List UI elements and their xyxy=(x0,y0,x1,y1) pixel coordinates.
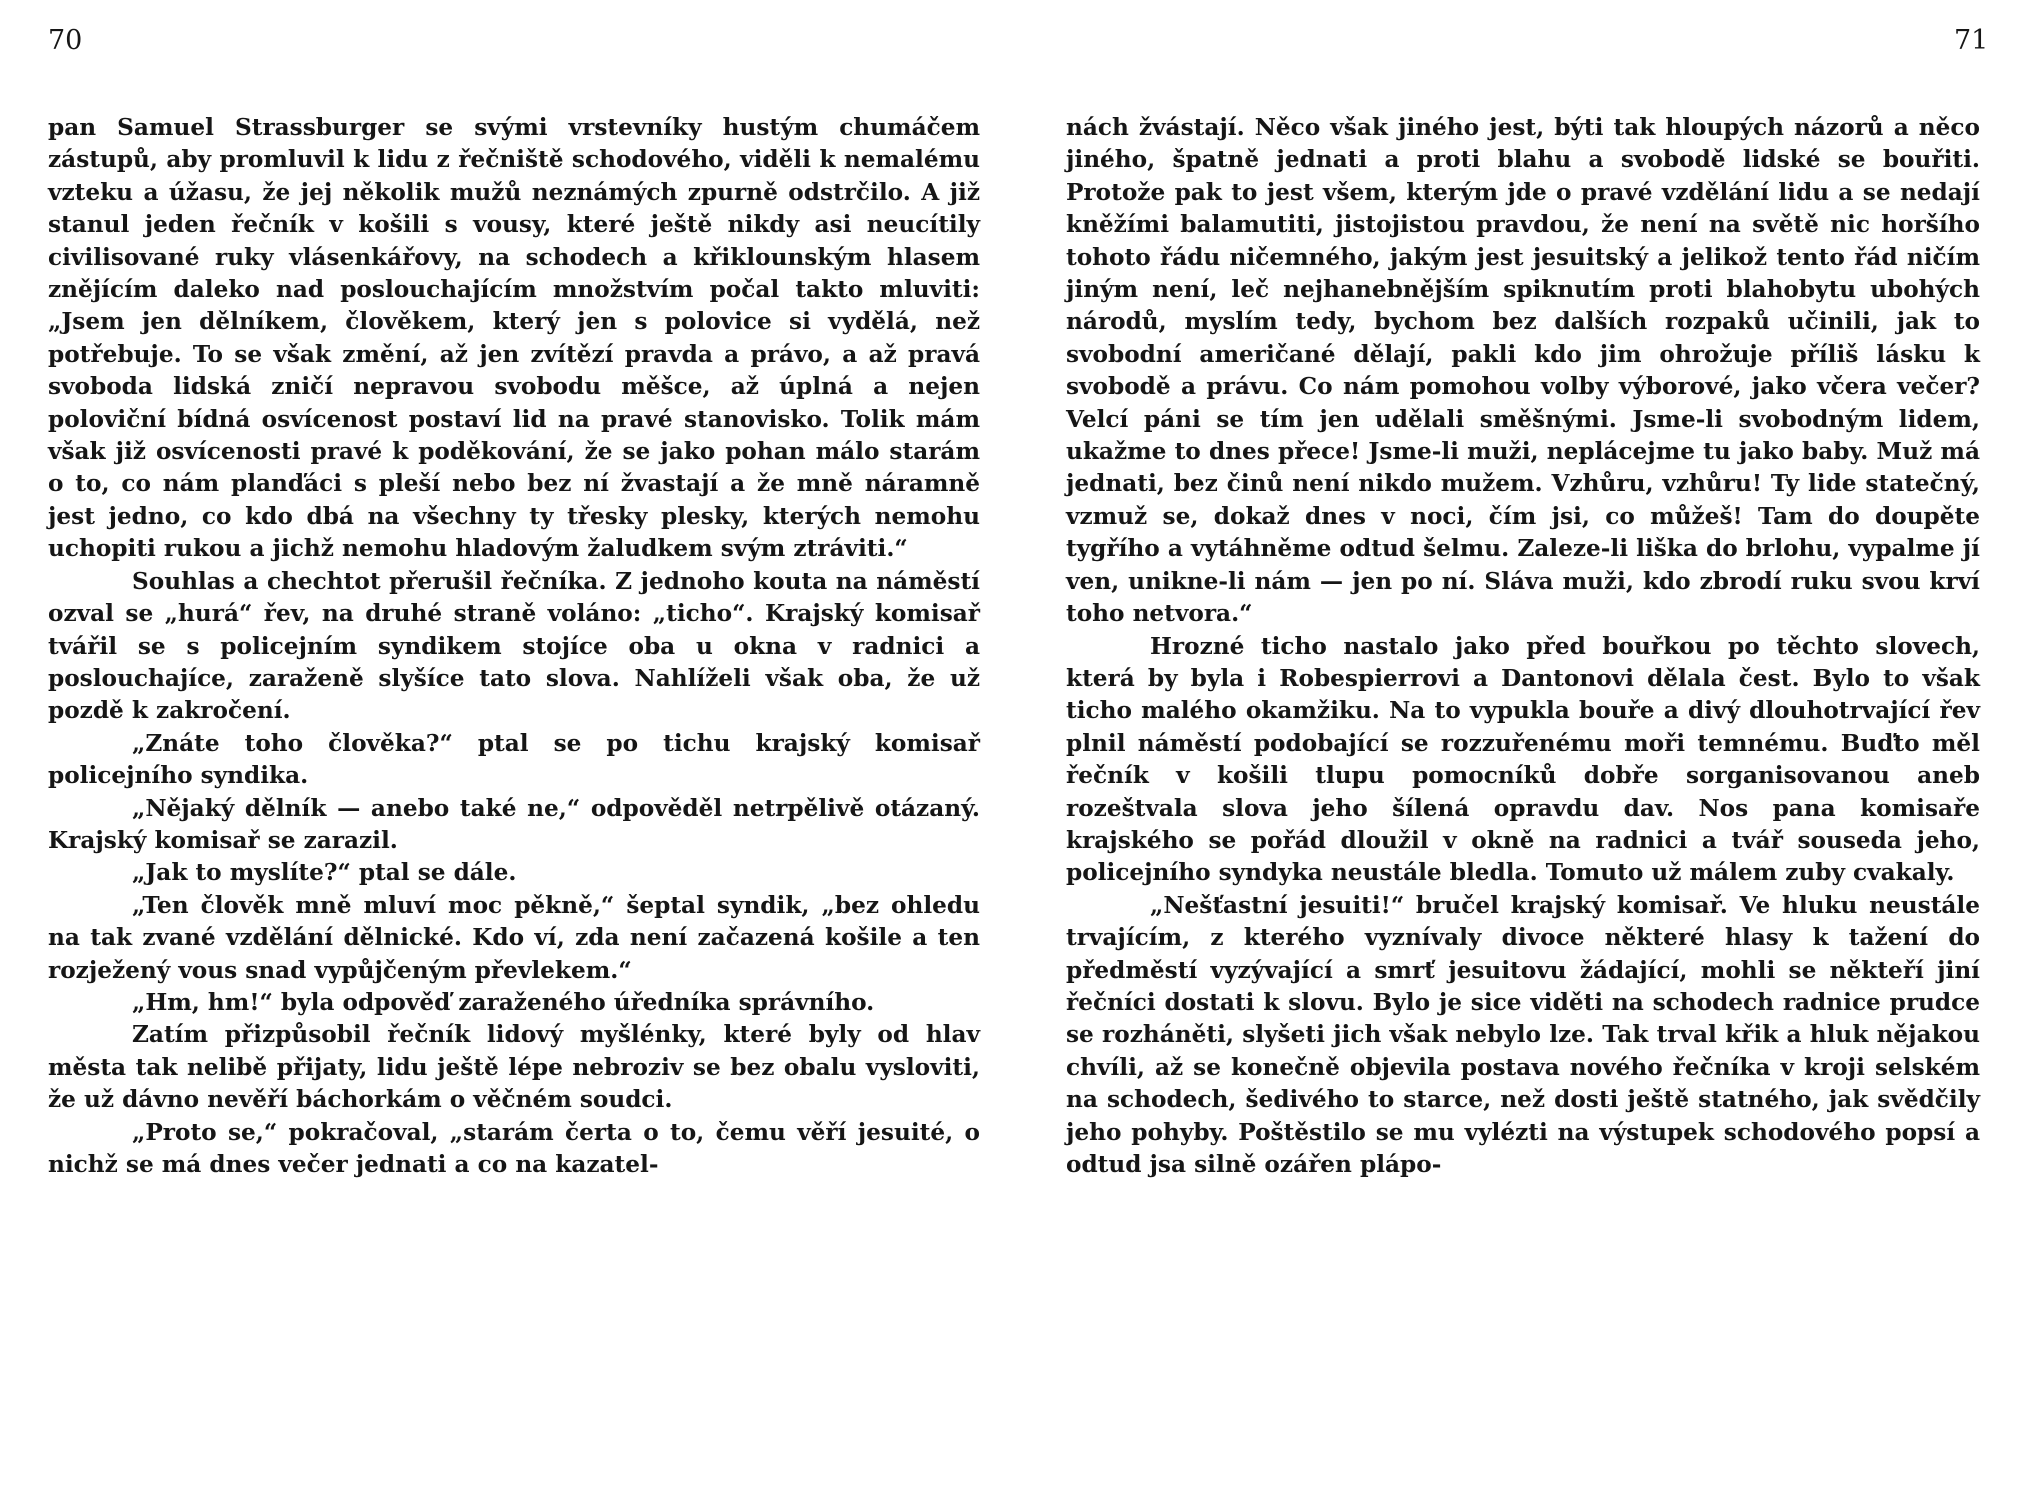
paragraph: Souhlas a chechtot přerušil řečníka. Z jednoho kouta na náměstí ozval se „hurá“ řev, na druhé straně voláno: „ticho“. Krajský komisař tvářil se s policejním syndikem stojíce oba u okna v radnici a poslouchajíce, zaraženě slyšíce tato slova. Nahlíželi však oba, že už pozdě k zakročení. xyxy=(48,567,980,725)
paragraph: pan Samuel Strassburger se svými vrstevníky hustým chumáčem zástupů, aby promluvil k lidu z řečniště schodového, viděli k nemalému vzteku a úžasu, že jej několik mužů neznámých zpurně odstrčilo. A již stanul jeden řečník v košili s vousy, které ještě nikdy asi neucítily civilisované ruky vlásenkářovy, na schodech a křiklounským hlasem znějícím daleko nad poslouchajícím množstvím počal takto mluviti: „Jsem jen dělníkem, člověkem, který jen s polovice si vydělá, než potřebuje. To se však změní, až jen zvítězí pravda a právo, a až pravá svoboda lidská zničí nepravou svobodu měšce, až úplná a nejen poloviční bídná osvícenost postaví lid na pravé stanovisko. Tolik mám však již osvícenosti pravé k poděkování, že se jako pohan málo starám o to, co nám planďáci s pleší nebo bez ní žvastají a že mně náramně jest jedno, co kdo dbá na všechny ty třesky plesky, kterých nemohu uchopiti rukou a jichž nemohu hladovým žaludkem svým ztráviti.“ xyxy=(48,114,980,563)
left-page-text-column xyxy=(48,112,980,1181)
paragraph: „Znáte toho člověka?“ ptal se po tichu krajský komisař policejního syndika. xyxy=(48,729,980,790)
paragraph: „Proto se,“ pokračoval, „starám čerta o to, čemu věří jesuité, o nichž se má dnes večer jednati a co na kazatel- xyxy=(48,1118,980,1178)
paragraph: Zatím přizpůsobil řečník lidový myšlénky, které byly od hlav města tak nelibě přijaty, lidu ještě lépe nebroziv se bez obalu vysloviti, že už dávno nevěří báchorkám o věčném soudci. xyxy=(48,1021,980,1114)
page-number-left: 70 xyxy=(48,25,83,56)
page-number-right: 71 xyxy=(1954,25,1989,56)
paragraph: „Hm, hm!“ byla odpověď zaraženého úředníka správního. xyxy=(132,988,875,1016)
paragraph: „Ten člověk mně mluví moc pěkně,“ šeptal syndik, „bez ohledu na tak zvané vzdělání dělnické. Kdo ví, zda není začazená košile a ten rozježený vous snad vypůjčeným převlekem.“ xyxy=(48,891,980,984)
right-page-text-column xyxy=(1066,112,1980,1181)
paragraph: nách žvástají. Něco však jiného jest, býti tak hloupých názorů a něco jiného, špatně jednati a proti blahu a svobodě lidské se bouřiti. Protože pak to jest všem, kterým jde o pravé vzdělání lidu a se nedají kněžími balamutiti, jistojistou pravdou, že není na světě nic horšího tohoto řádu ničemného, jakým jest jesuitský a jelikož tento řád ničím jiným není, leč nejhanebnějším spiknutím proti blahobytu ubohých národů, myslím tedy, bychom bez dalších rozpaků učinili, jak to svobodní američané dělají, pakli kdo jim ohrožuje příliš lásku k svobodě a právu. Co nám pomohou volby výborové, jako včera večer? Velcí páni se tím jen udělali směšnými. Jsme-li svobodným lidem, ukažme to dnes přece! Jsme-li muži, neplácejme tu jako baby. Muž má jednati, bez činů není nikdo mužem. Vzhůru, vzhůru! Ty lide statečný, vzmuž se, dokaž dnes v noci, čím jsi, co můžeš! Tam do doupěte tygřího a vytáhněme odtud šelmu. Zaleze-li liška do brlohu, vypalme jí ven, unikne-li nám — jen po ní. Sláva muži, kdo zbrodí ruku svou krví toho netvora.“ xyxy=(1066,114,1980,628)
paragraph: „Nešťastní jesuiti!“ bručel krajský komisař. Ve hluku neustále trvajícím, z kterého vyznívaly divoce některé hlasy k tažení do předměstí vyzývající a smrť jesuitovu žádající, mohli se někteří jiní řečníci dostati k slovu. Bylo je sice viděti na schodech radnice prudce se rozháněti, slyšeti jich však nebylo lze. Tak trval křik a hluk nějakou chvíli, až se konečně objevila postava nového řečníka v kroji selském na schodech, šedivého to starce, než dosti ještě statného, jak svědčily jeho pohyby. Poštěstilo se mu vylézti na výstupek schodového popsí a odtud jsa silně ozářen plápo- xyxy=(1066,891,1980,1178)
paragraph: „Jak to myslíte?“ ptal se dále. xyxy=(132,859,517,887)
paragraph: „Nějaký dělník — anebo také ne,“ odpověděl netrpělivě otázaný. Krajský komisař se zarazil. xyxy=(48,794,980,854)
paragraph: Hrozné ticho nastalo jako před bouřkou po těchto slovech, která by byla i Robespierrovi a Dantonovi dělala čest. Bylo to však ticho malého okamžiku. Na to vypukla bouře a divý dlouhotrvající řev plnil náměstí podobající se rozzuřenému moři temnému. Buďto měl řečník v košili tlupu pomocníků dobře sorganisovanou aneb rozeštvala slova jeho šílená opravdu dav. Nos pana komisaře krajského se pořád dloužil v okně na radnici a tvář souseda jeho, policejního syndyka neustále bledla. Tomuto už málem zuby cvakaly. xyxy=(1066,632,1980,887)
